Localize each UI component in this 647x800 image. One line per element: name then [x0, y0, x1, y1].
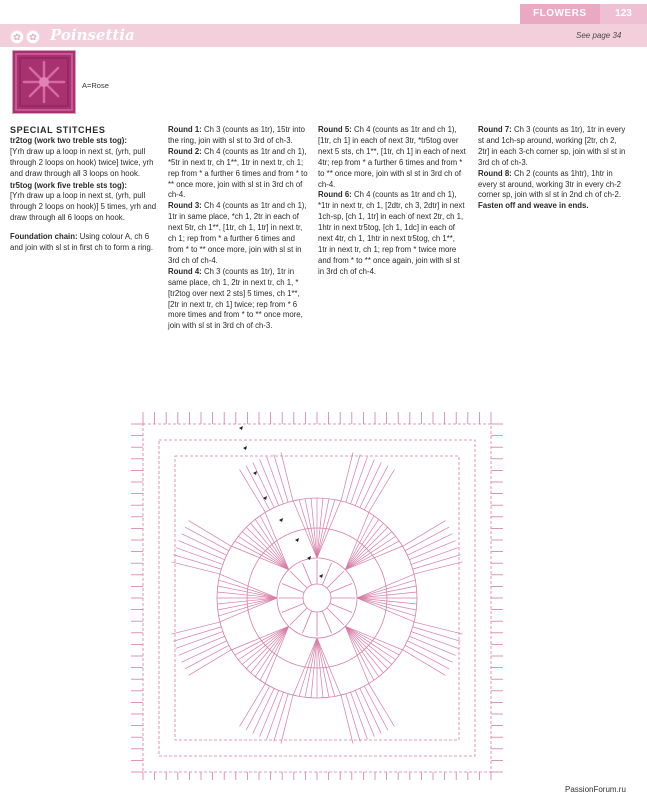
chart-stitch [220, 598, 277, 622]
chart-stitch [345, 527, 387, 569]
round-3-label: Round 3: [168, 201, 202, 211]
round-4-label: Round 4: [168, 266, 202, 276]
chart-stitch [345, 536, 395, 569]
chart-stitch [246, 466, 270, 510]
chart-stitch [281, 452, 293, 501]
chart-stitch [290, 608, 307, 625]
crochet-chart-diagram [130, 410, 505, 780]
chart-stitch [302, 611, 311, 633]
chart-stitch [235, 541, 289, 570]
chart-stitch [246, 686, 270, 730]
chart-stitch [302, 563, 311, 585]
chart-stitch [327, 608, 344, 625]
round-2-text: Ch 4 (counts as 1tr and ch 1), *5tr in next tr, ch 1**, 1tr in next tr, ch 1; rep from * a further 6 times and from * to ** once more, join with sl st in 3rd ch of ch-4. [168, 146, 308, 200]
flower-icon: ✿ [10, 30, 24, 44]
chart-stitch [317, 501, 341, 558]
chart-stitch [260, 516, 289, 570]
round-8-text: Ch 2 (counts as 1htr), 1htr in every st around, working 3tr in every ch-2 corner sp, join with sl st in 2nd ch of ch-2. [478, 168, 622, 200]
chart-stitch [330, 603, 352, 612]
chart-stitch [357, 574, 414, 598]
chart-start-marker [279, 518, 283, 522]
flower-icon: ✿ [26, 30, 40, 44]
chart-stitch [345, 626, 395, 659]
chart-stitch [405, 527, 449, 551]
chart-stitch [235, 626, 289, 655]
chart-stitch [364, 466, 388, 510]
chart-stitch [322, 611, 331, 633]
chart-stitch [413, 627, 461, 641]
chart-stitch [345, 541, 399, 570]
chart-start-marker [319, 574, 323, 578]
chart-stitch [240, 470, 266, 513]
chart-stitch [364, 686, 388, 730]
chart-stitch [189, 521, 232, 547]
chart-stitch [185, 527, 229, 551]
chart-stitch [369, 684, 395, 727]
chart-stitch [260, 626, 289, 680]
rounds-column-3 [478, 125, 628, 212]
chart-stitch [346, 694, 360, 742]
chart-stitch [357, 598, 414, 622]
section-name: FLOWERS [533, 8, 587, 19]
chart-stitch [238, 536, 288, 569]
tr2tog-name: tr2tog (work two treble sts tog): [10, 135, 127, 145]
chart-stitch [341, 695, 353, 744]
page-title: Poinsettia [50, 26, 135, 44]
special-stitches-heading: SPECIAL STITCHES [10, 125, 106, 135]
chart-stitch [369, 470, 395, 513]
tr2tog-text: [Yrh draw up a loop in next st, (yrh, pull through 2 loops on hook) twice] twice, yrh and draw through all 3 loops on hook. [10, 146, 154, 178]
chart-stitch [274, 454, 288, 502]
chart-start-marker [253, 471, 257, 475]
chart-stitch [317, 638, 341, 695]
chart-stitch [173, 627, 221, 641]
round-3-text: Ch 4 (counts as 1tr and ch 1), 1tr in same place, *ch 1, 2tr in each of next 5tr, ch 1**, [1tr, ch 1, 1tr] in next tr, ch 1; rep from * a further 6 times and from * to ** once more, join with sl st in 3rd ch of ch-4. [168, 201, 307, 265]
chart-row-outline [143, 424, 491, 772]
chart-stitch [189, 650, 232, 676]
round-1-label: Round 1: [168, 125, 202, 134]
round-7-text: Ch 3 (counts as 1tr), 1tr in every st and 1ch-sp around, working [2tr, ch 2, 2tr] in each 3-ch corner sp, join with sl st in 3rd ch of ch-3. [478, 125, 626, 167]
foundation-text: Using colour A, ch 6 and join with sl st in first ch to form a ring. [10, 232, 153, 253]
chart-stitch [290, 571, 307, 588]
chart-start-marker [263, 496, 267, 500]
chart-stitch [405, 645, 449, 669]
chart-stitch [403, 521, 446, 547]
chart-stitch [345, 516, 374, 570]
chart-stitch [255, 626, 288, 676]
page-number: 123 [600, 4, 647, 24]
chart-stitch [282, 583, 304, 592]
round-5-label: Round 5: [318, 125, 352, 134]
chart-stitch [185, 645, 229, 669]
chart-stitch [345, 626, 387, 668]
chart-stitch [293, 501, 317, 558]
chart-start-marker [243, 446, 247, 450]
crochet-chart [130, 410, 505, 785]
chart-stitch [414, 622, 463, 634]
round-6-text: Ch 4 (counts as 1tr and ch 1), *1tr in next tr, ch 1, [2dtr, ch 3, 2dtr] in next 1ch-sp, [ch 1, 1tr] in each of next 2tr, ch 1, 1htr in next tr5tog, [ch 1, 1dc] in each of next 4tr, ch 1, 1htr in next tr5tog, ch 1**, 1tr in next tr, ch 1; rep from * twice more and from * to ** once again, join with sl st in 3rd ch of ch-4. [318, 190, 465, 276]
chart-stitch [220, 574, 277, 598]
chart-stitch [413, 555, 461, 569]
chart-start-marker [295, 538, 299, 542]
chart-round [303, 584, 331, 612]
chart-stitch [341, 452, 353, 501]
round-7-label: Round 7: [478, 125, 512, 134]
rounds-column-2 [318, 125, 466, 278]
chart-stitch [345, 626, 399, 655]
fasten-off-note: Fasten off and weave in ends. [478, 201, 589, 211]
chart-stitch [246, 626, 288, 668]
chart-stitch [345, 626, 374, 680]
chart-stitch [345, 519, 378, 569]
chart-stitch [171, 622, 220, 634]
chart-stitch [345, 626, 378, 676]
chart-stitch [414, 562, 463, 574]
chart-stitch [322, 563, 331, 585]
see-page-link[interactable]: See page 34 [576, 31, 622, 40]
tr5tog-name: tr5tog (work five treble sts tog): [10, 180, 127, 190]
poinsettia-swatch-image [12, 50, 76, 114]
special-stitches-column [10, 125, 160, 254]
round-1-text: Ch 3 (counts as 1tr), 15tr into the ring, join with sl st to 3rd of ch-3. [168, 125, 305, 145]
round-8-label: Round 8: [478, 168, 512, 178]
chart-stitch [240, 684, 266, 727]
chart-stitch [327, 571, 344, 588]
chart-stitch [282, 603, 304, 612]
chart-row-outline [159, 440, 475, 756]
site-watermark: PassionForum.ru [565, 785, 626, 794]
chart-stitch [171, 562, 220, 574]
round-2-label: Round 2: [168, 146, 202, 156]
title-icons [10, 27, 42, 45]
chart-stitch [173, 555, 221, 569]
chart-stitch [330, 583, 352, 592]
chart-stitch [346, 454, 360, 502]
rounds-column-1 [168, 125, 308, 332]
chart-stitch [274, 694, 288, 742]
chart-stitch [238, 626, 288, 659]
colour-key: A=Rose [82, 81, 109, 90]
chart-stitch [403, 650, 446, 676]
round-6-label: Round 6: [318, 190, 352, 200]
tr5tog-text: [Yrh draw up a loop in next st, (yrh, pull through 2 loops on hook)] 5 times, yrh and draw through all 6 loops on hook. [10, 191, 157, 223]
chart-stitch [281, 695, 293, 744]
chart-stitch [246, 527, 288, 569]
round-5-text: Ch 4 (counts as 1tr and ch 1), [1tr, ch 1] in each of next 3tr, *tr5tog over next 5 sts, ch 1**, [1tr, ch 1] in each of next 4tr; rep from * a further 6 times and from * to ** once more, join with sl st in 3rd ch of ch-4. [318, 125, 466, 189]
chart-stitch [293, 638, 317, 695]
swatch-texture [13, 51, 75, 113]
chart-stitch [255, 519, 288, 569]
round-4-text: Ch 3 (counts as 1tr), 1tr in same place, ch 1, 2tr in next tr, ch 1, *[tr2tog over next 2 sts] 5 times, ch 1**, [2tr in next tr, ch 1] twice; rep from * 6 more times and from * to ** once more, join with sl st in 3rd ch of ch-3. [168, 266, 303, 331]
chart-start-marker [239, 426, 243, 430]
foundation-label: Foundation chain: [10, 232, 78, 242]
